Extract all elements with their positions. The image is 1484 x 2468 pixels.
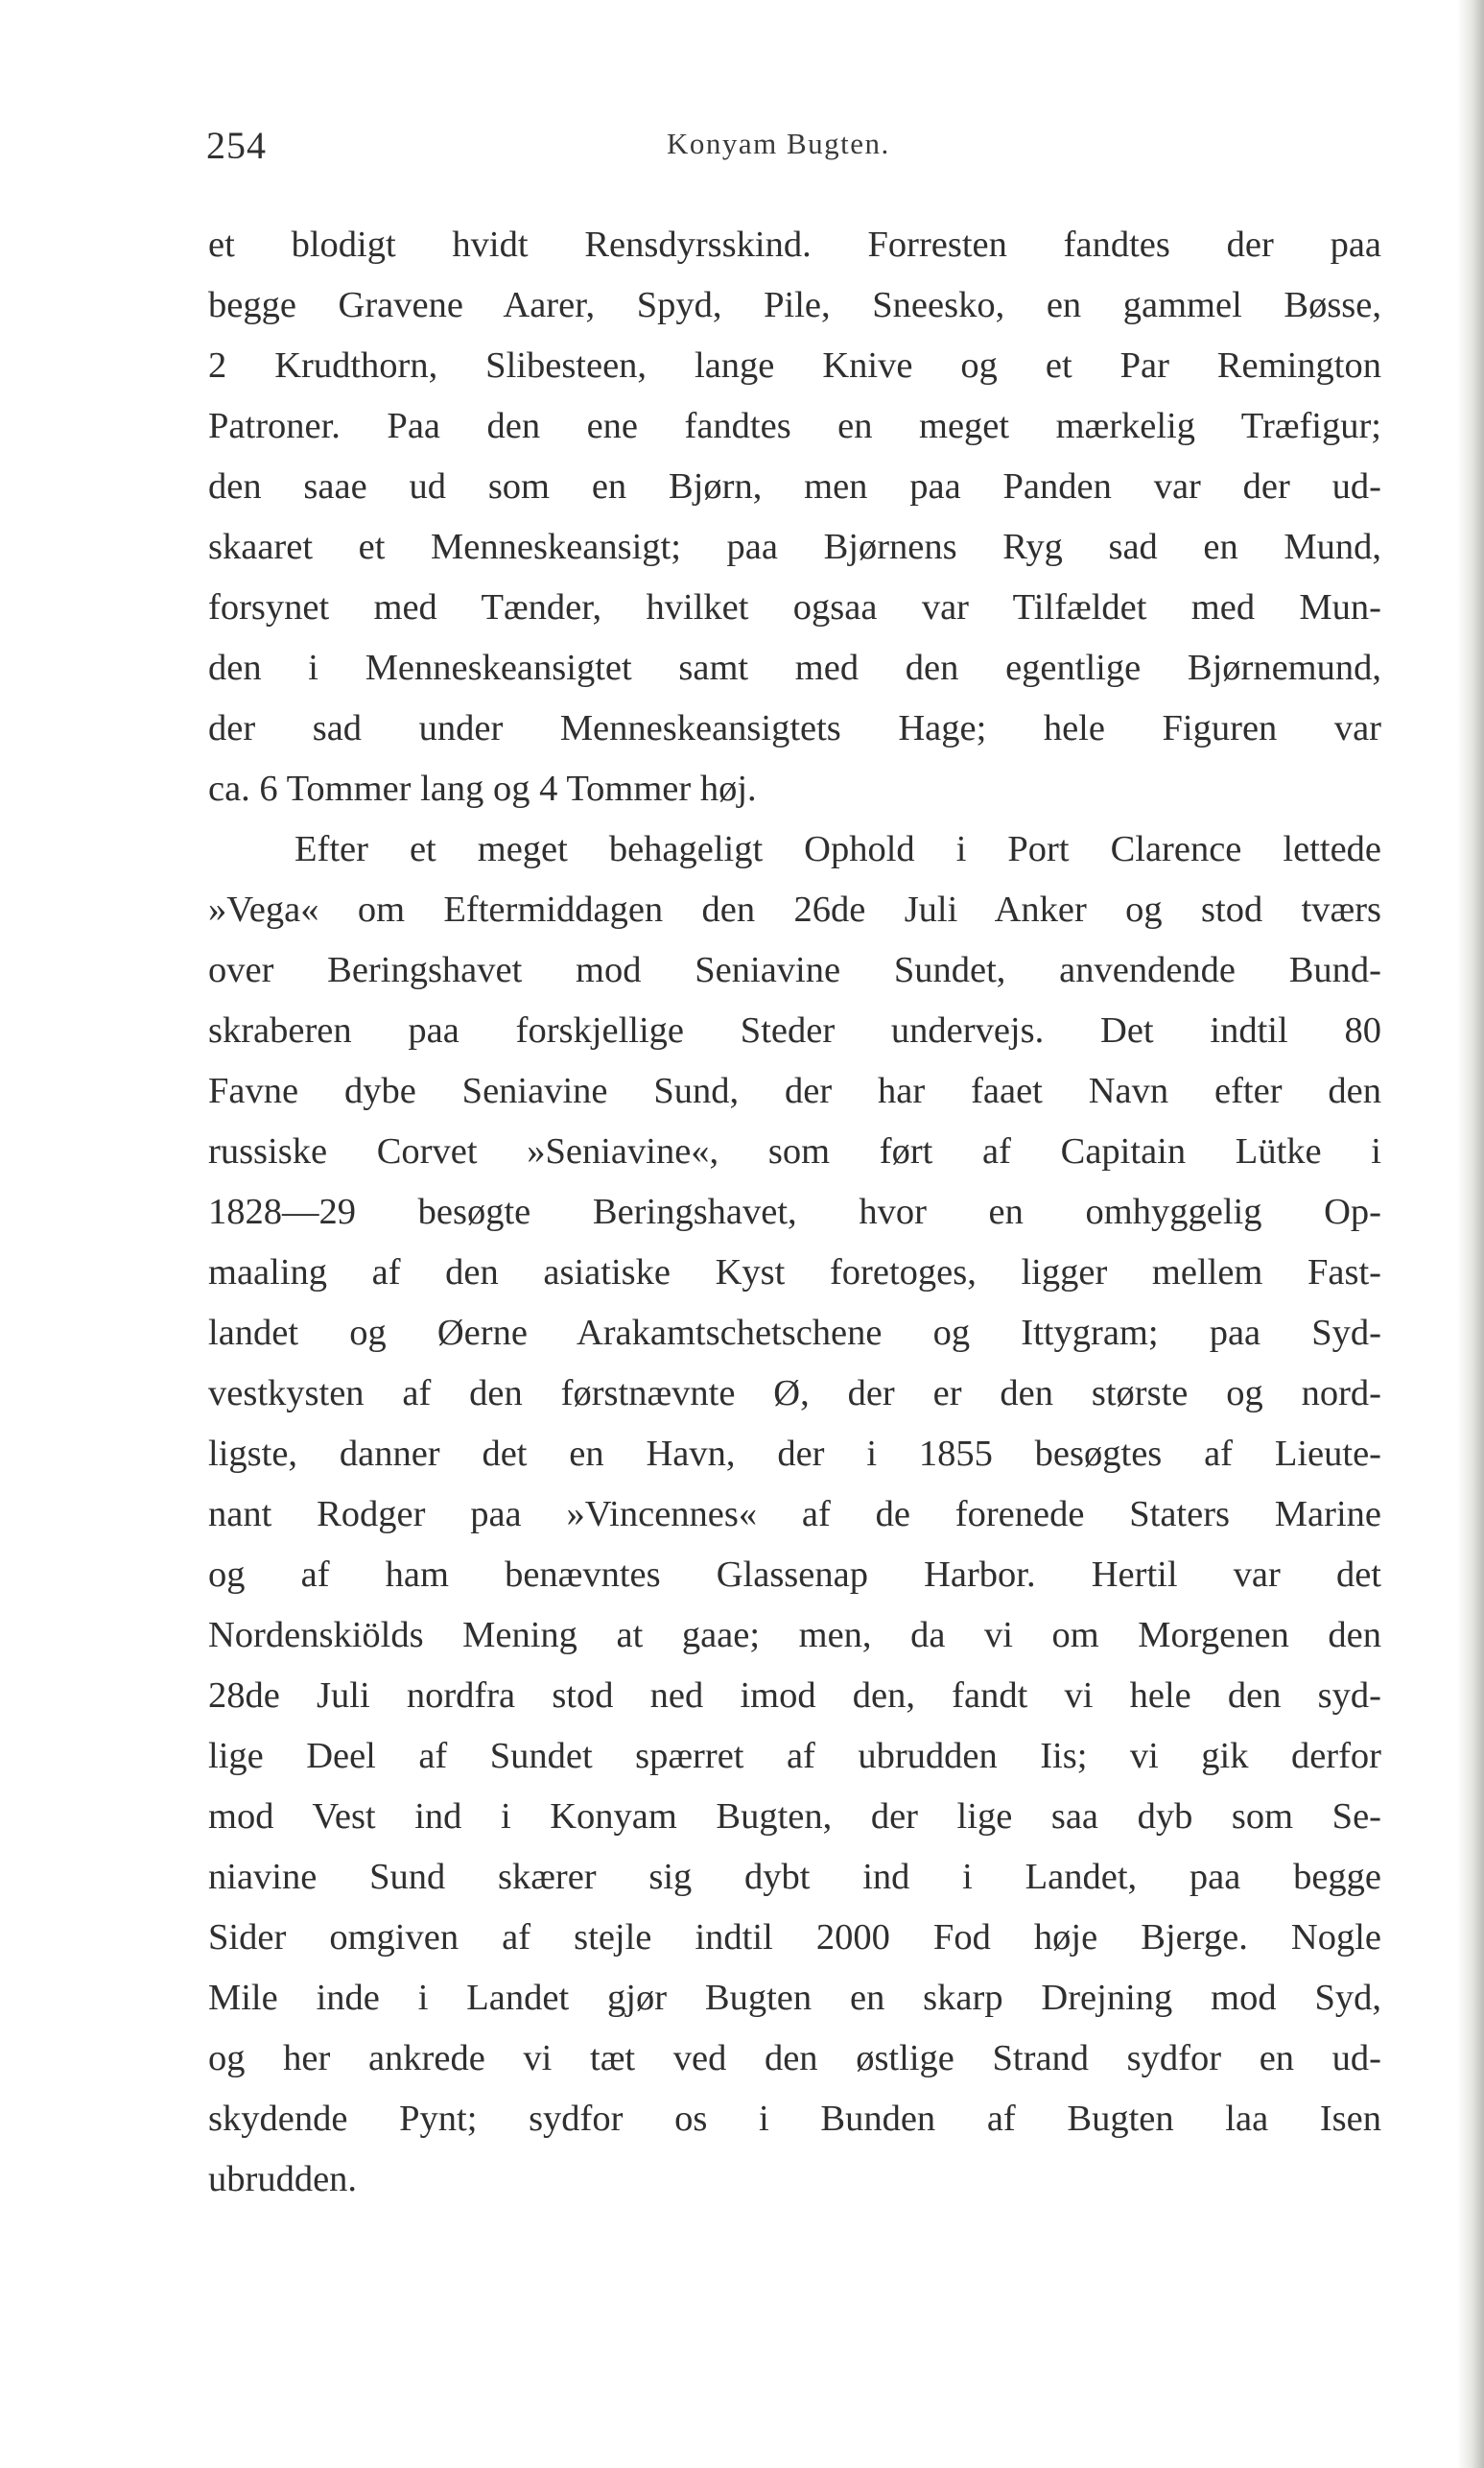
text-line: 28de Juli nordfra stod ned imod den, fandt vi hele den syd- [208, 1675, 1381, 1716]
running-title: Konyam Bugten. [667, 127, 890, 160]
text-line: niavine Sund skærer sig dybt ind i Landet, paa begge [208, 1857, 1381, 1897]
text-line: Patroner. Paa den ene fandtes en meget mærkelig Træfigur; [208, 406, 1381, 446]
text-line: 1828—29 besøgte Beringshavet, hvor en omhyggelig Op- [208, 1192, 1381, 1232]
text-line: skaaret et Menneskeansigt; paa Bjørnens Ryg sad en Mund, [208, 527, 1381, 567]
text-line: skraberen paa forskjellige Steder undervejs. Det indtil 80 [208, 1010, 1381, 1051]
paragraph-end-line: ca. 6 Tommer lang og 4 Tommer høj. [208, 769, 757, 809]
text-line: den i Menneskeansigtet samt med den egentlige Bjørnemund, [208, 648, 1381, 688]
text-line: den saae ud som en Bjørn, men paa Panden var der ud- [208, 466, 1381, 507]
text-line: forsynet med Tænder, hvilket ogsaa var Tilfældet med Mun- [208, 587, 1381, 628]
text-line: og her ankrede vi tæt ved den østlige Strand sydfor en ud- [208, 2038, 1381, 2078]
text-line: skydende Pynt; sydfor os i Bunden af Bugten laa Isen [208, 2099, 1381, 2139]
text-line: der sad under Menneskeansigtets Hage; hele Figuren var [208, 708, 1381, 748]
text-line: Favne dybe Seniavine Sund, der har faaet Navn efter den [208, 1071, 1381, 1111]
paragraph-start-line: Efter et meget behageligt Ophold i Port Clarence lettede [294, 829, 1381, 869]
text-line: over Beringshavet mod Seniavine Sundet, anvendende Bund- [208, 950, 1381, 990]
paragraph-end-line: ubrudden. [208, 2159, 358, 2199]
body-text [208, 215, 1381, 2210]
text-line: og af ham benævntes Glassenap Harbor. Hertil var det [208, 1554, 1381, 1595]
page-edge-shadow [1457, 0, 1484, 2468]
text-line: landet og Øerne Arakamtschetschene og Ittygram; paa Syd- [208, 1313, 1381, 1353]
text-line: russiske Corvet »Seniavine«, som ført af Capitain Lütke i [208, 1131, 1381, 1172]
text-line: »Vega« om Eftermiddagen den 26de Juli Anker og stod tværs [208, 890, 1381, 930]
text-line: Mile inde i Landet gjør Bugten en skarp Drejning mod Syd, [208, 1978, 1381, 2018]
text-line: maaling af den asiatiske Kyst foretoges, ligger mellem Fast- [208, 1252, 1381, 1293]
page-header [206, 123, 1386, 180]
text-line: Nordenskiölds Mening at gaae; men, da vi om Morgenen den [208, 1615, 1381, 1655]
text-line: 2 Krudthorn, Slibesteen, lange Knive og et Par Remington [208, 345, 1381, 386]
page-number: 254 [206, 124, 267, 167]
text-line: lige Deel af Sundet spærret af ubrudden Iis; vi gik derfor [208, 1736, 1381, 1776]
text-line: begge Gravene Aarer, Spyd, Pile, Sneesko, en gammel Bøsse, [208, 285, 1381, 325]
text-line: Sider omgiven af stejle indtil 2000 Fod høje Bjerge. Nogle [208, 1917, 1381, 1958]
text-line: nant Rodger paa »Vincennes« af de forenede Staters Marine [208, 1494, 1381, 1534]
text-line: ligste, danner det en Havn, der i 1855 besøgtes af Lieute- [208, 1434, 1381, 1474]
text-line: vestkysten af den førstnævnte Ø, der er den største og nord- [208, 1373, 1381, 1413]
text-line: et blodigt hvidt Rensdyrsskind. Forresten fandtes der paa [208, 225, 1381, 265]
text-line: mod Vest ind i Konyam Bugten, der lige saa dyb som Se- [208, 1796, 1381, 1837]
